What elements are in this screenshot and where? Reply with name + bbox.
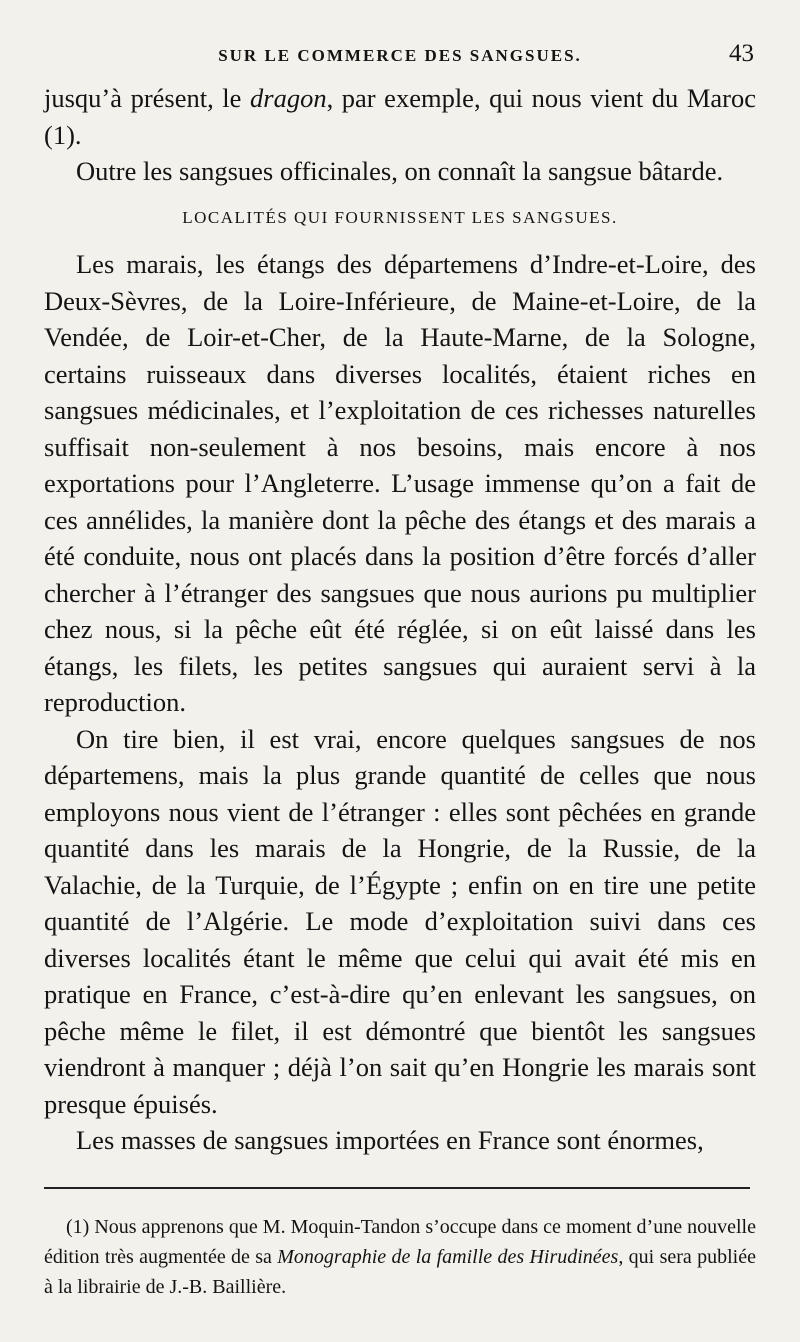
paragraph: Les masses de sangsues importées en France sont énormes, bbox=[76, 1125, 704, 1155]
footnote-italic-title: Monographie de la famille des Hirudinées bbox=[277, 1246, 619, 1268]
page-number: 43 bbox=[729, 40, 754, 67]
book-page bbox=[44, 40, 756, 1159]
running-title: SUR LE COMMERCE DES SANGSUES. bbox=[218, 46, 582, 65]
footnote-text: , qui sera publiée à la librairie de J.-B. Baillière. bbox=[44, 1246, 756, 1298]
section-heading: LOCALITÉS QUI FOURNISSENT LES SANGSUES. bbox=[182, 207, 618, 227]
body-text bbox=[44, 80, 756, 1159]
footnote-rule bbox=[44, 1187, 750, 1189]
italic-term: dragon bbox=[250, 83, 327, 113]
paragraph: On tire bien, il est vrai, encore quelques sangsues de nos départemens, mais la plus grande quantité de celles que nous employons nous vient de l’étranger : elles sont pêchées en grande quantité dans les marais de la Hongrie, de la Russie, de la Valachie, de la Turquie, de l’Égypte ; enfin on en tire une petite quantité de l’Algérie. Le mode d’exploitation suivi dans ces diverses localités étant le même que celui qui avait été mis en pratique en France, c’est-à-dire qu’en enlevant les sangsues, on pêche même le filet, il est démontré que bientôt les sangsues viendront à manquer ; déjà l’on sait qu’en Hongrie les marais sont presque épuisés. bbox=[44, 723, 756, 1119]
paragraph bbox=[44, 80, 756, 153]
paragraph: Outre les sangsues officinales, on connaît la sangsue bâtarde. bbox=[76, 156, 724, 186]
footnote-text: (1) Nous apprenons que M. Moquin-Tandon s’occupe dans ce moment d’une nouvelle édition très augmentée de sa bbox=[44, 1216, 756, 1268]
footnote bbox=[44, 1212, 756, 1302]
paragraph: Les marais, les étangs des départemens d’Indre-et-Loire, des Deux-Sèvres, de la Loire-Inférieure, de Maine-et-Loire, de la Vendée, de Loir-et-Cher, de la Haute-Marne, de la Sologne, certains ruisseaux dans diverses localités, étaient riches en sangsues médicinales, et l’exploitation de ces richesses naturelles suffisait non-seulement à nos besoins, mais encore à nos exportations pour l’Angleterre. L’usage immense qu’on a fait de ces annélides, la manière dont la pêche des étangs et des marais a été conduite, nous ont placés dans la position d’être forcés d’aller chercher à l’étranger des sangsues que nous aurions pu multiplier chez nous, si la pêche eût été réglée, si on eût laissé dans les étangs, les filets, les petites sangsues qui auraient servi à la reproduction. bbox=[44, 249, 756, 717]
text-run: , par exemple, qui nous vient du Maroc (1). bbox=[44, 83, 756, 150]
running-head bbox=[44, 40, 756, 80]
text-run: jusqu’à présent, le bbox=[44, 83, 250, 113]
